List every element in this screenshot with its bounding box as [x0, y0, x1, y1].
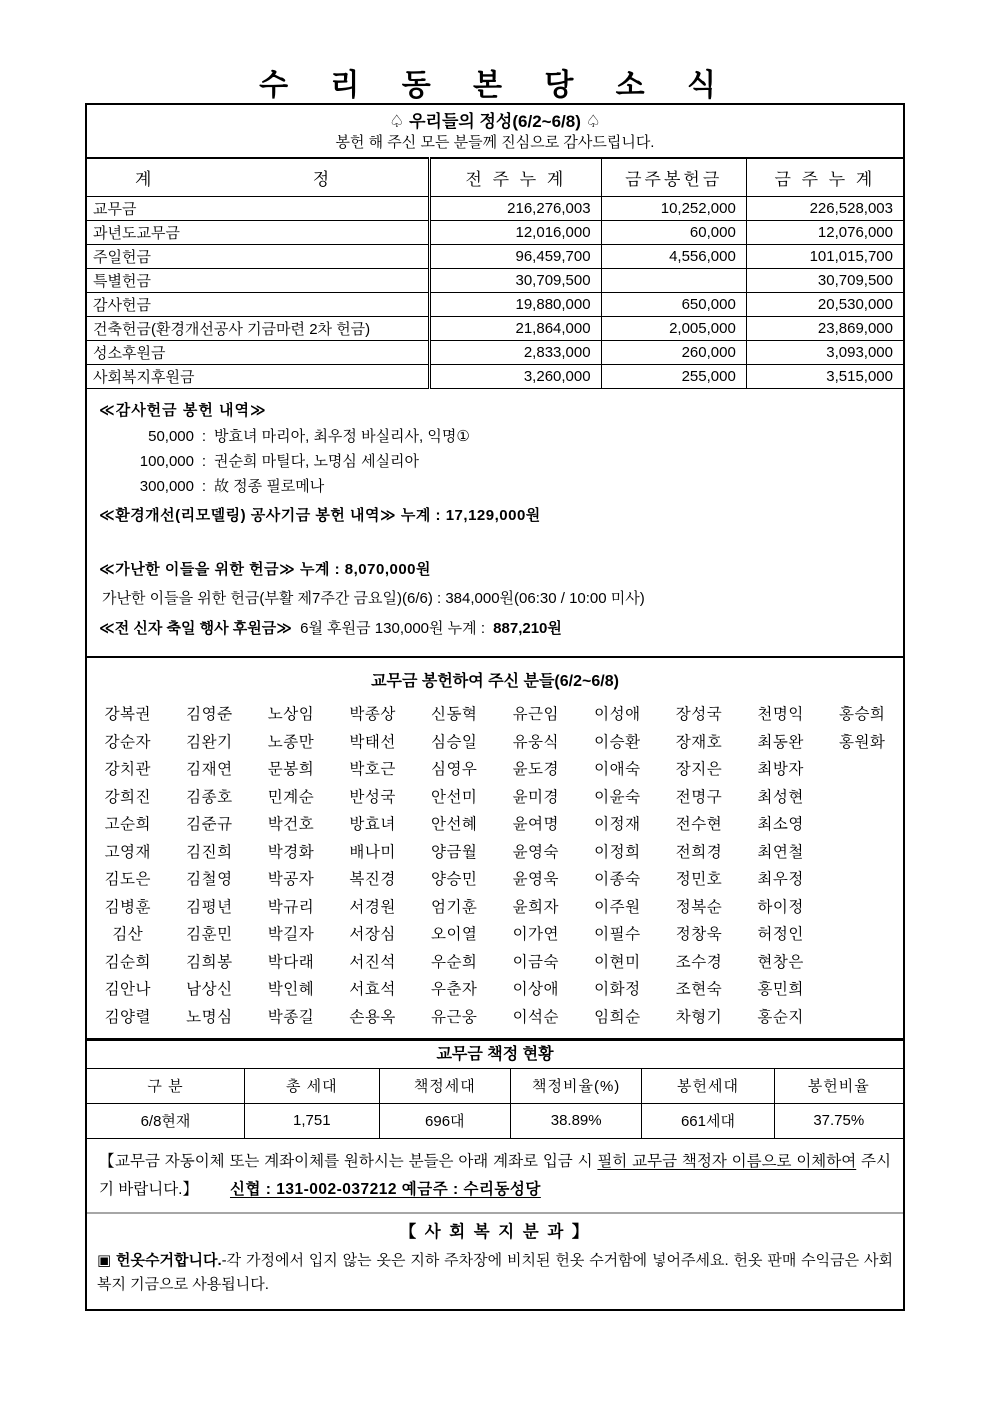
donor-section: [87, 656, 903, 1038]
notice-underlined-text: 필히 교무금 책정자 이름으로 이체하여: [597, 1152, 857, 1170]
offering-category: 사회복지후원금: [87, 364, 430, 388]
donor-name: 장성국: [675, 706, 723, 724]
donor-name: 김영준: [186, 706, 233, 724]
assessment-value: 1,751: [244, 1103, 379, 1138]
donor-name: 이석순: [512, 1008, 559, 1026]
offering-row: [87, 292, 903, 316]
donor-name: 정창욱: [675, 926, 723, 944]
donor-name: 박종상: [349, 706, 396, 724]
donor-name: 민계순: [267, 788, 315, 806]
donor-name: 최소영: [757, 816, 804, 834]
donor-name: 이상애: [512, 981, 559, 999]
this-week-total-value: 23,869,000: [746, 316, 903, 340]
donor-name: 김안나: [104, 981, 151, 999]
donor-name: 박인혜: [267, 981, 315, 999]
donor-name: 이종숙: [594, 871, 641, 889]
thanks-names: 권순희 마틸다, 노명심 세실리아: [214, 452, 420, 470]
donor-name: 윤영욱: [512, 871, 559, 889]
donor-name: 유근웅: [430, 1008, 478, 1026]
donor-name: 유웅식: [512, 733, 559, 751]
this-week-total-value: 12,076,000: [746, 220, 903, 244]
donor-name: 조수경: [675, 953, 723, 971]
donor-name: 이애숙: [594, 761, 641, 779]
donor-name: 윤희자: [512, 898, 559, 916]
donor-name: 손용옥: [349, 1008, 396, 1026]
donor-row: [87, 700, 903, 728]
offering-row: [87, 364, 903, 388]
donor-name: 조현숙: [675, 981, 723, 999]
donor-name: 이성애: [594, 706, 641, 724]
welfare-text: [87, 1248, 903, 1309]
donor-name: 김희봉: [186, 953, 233, 971]
this-week-total-header: 금 주 누 계: [746, 158, 903, 196]
this-week-offering-value: [601, 268, 746, 292]
this-week-offering-value: 4,556,000: [601, 244, 746, 268]
offering-row: [87, 340, 903, 364]
this-week-total-value: 3,093,000: [746, 340, 903, 364]
offering-category: 성소후원금: [87, 340, 430, 364]
offering-row: [87, 196, 903, 220]
donor-name: 서경원: [349, 898, 396, 916]
donor-row: [87, 920, 903, 948]
this-week-offering-header: 금주봉헌금: [601, 158, 746, 196]
donor-name: 이주원: [594, 898, 641, 916]
thanks-item: [99, 424, 891, 449]
donor-name: 강치관: [104, 761, 151, 779]
donor-row: [87, 782, 903, 810]
assessment-value: 696대: [379, 1103, 510, 1138]
donor-row: [87, 865, 903, 893]
donor-name: 서진석: [349, 953, 396, 971]
donor-name: 김완기: [186, 733, 233, 751]
donor-name: 신동혁: [430, 706, 478, 724]
feast-fund-middle: 6월 후원금 130,000원 누계 :: [300, 619, 485, 637]
donor-name: 서장심: [349, 926, 396, 944]
assessment-column-header: 봉헌세대: [642, 1068, 774, 1103]
thanks-items: [99, 424, 891, 499]
offering-category: 교무금: [87, 196, 430, 220]
offering-category: 특별헌금: [87, 268, 430, 292]
donor-name: 박호근: [349, 761, 396, 779]
donor-name: 임희순: [594, 1008, 641, 1026]
donor-name: 엄기훈: [430, 898, 478, 916]
donor-name: 노상임: [267, 706, 315, 724]
donor-name: 복진경: [349, 871, 396, 889]
donor-name: 우춘자: [430, 981, 478, 999]
donor-name: 김철영: [186, 871, 233, 889]
donor-name: 전희경: [675, 843, 723, 861]
donor-name: 반성국: [349, 788, 396, 806]
donor-name: 박건호: [267, 816, 315, 834]
donor-row: [87, 975, 903, 1003]
thanks-amount: 100,000: [139, 452, 194, 470]
donor-name: 강희진: [104, 788, 151, 806]
donor-name: 이필수: [594, 926, 641, 944]
donor-name: 문봉희: [267, 761, 315, 779]
thanks-names: 故 정종 필로메나: [214, 477, 325, 495]
donor-name: 이현미: [594, 953, 641, 971]
donor-name: 김종호: [186, 788, 233, 806]
this-week-offering-value: 2,005,000: [601, 316, 746, 340]
donor-name: 장지은: [675, 761, 723, 779]
donor-name: 박다래: [267, 953, 315, 971]
thanks-colon: :: [201, 452, 207, 470]
offering-row: [87, 268, 903, 292]
donor-name: 노종만: [267, 733, 315, 751]
donor-name: 홍원화: [838, 733, 886, 751]
donor-name: 안선혜: [430, 816, 478, 834]
donor-name: 고순희: [104, 816, 151, 834]
thanks-colon: :: [201, 477, 207, 495]
thanks-amount: 300,000: [139, 477, 194, 495]
assessment-value: 38.89%: [510, 1103, 641, 1138]
account-label-right: 정: [312, 169, 333, 189]
donor-name: 정민호: [675, 871, 723, 889]
donor-name: 김준규: [186, 816, 233, 834]
donor-row: [87, 727, 903, 755]
thanks-amount: 50,000: [148, 427, 194, 445]
assessment-column-header: 총 세대: [244, 1068, 379, 1103]
assessment-heading: 교무금 책정 현황: [436, 1045, 554, 1063]
this-week-total-value: 20,530,000: [746, 292, 903, 316]
thanks-names: 방효녀 마리아, 최우정 바실리사, 익명①: [214, 427, 470, 445]
prev-week-total-value: 19,880,000: [430, 292, 601, 316]
donor-name: 홍승희: [838, 706, 886, 724]
donor-grid: [87, 698, 903, 1038]
this-week-offering-value: 260,000: [601, 340, 746, 364]
assessment-table: [87, 1068, 903, 1139]
donor-name: 하이정: [757, 898, 804, 916]
donor-name: 이승환: [594, 733, 641, 751]
donor-name: 최연철: [757, 843, 804, 861]
donor-name: 우순희: [430, 953, 478, 971]
donor-name: 김진희: [186, 843, 233, 861]
donor-name: 김산: [112, 926, 144, 944]
assessment-column-header: 책정세대: [379, 1068, 510, 1103]
assessment-column-header: 구 분: [87, 1068, 244, 1103]
donor-name: 방효녀: [349, 816, 396, 834]
assessment-value: 6/8현재: [87, 1103, 244, 1138]
donor-name: 윤미경: [512, 788, 559, 806]
thanks-section: [87, 389, 903, 656]
donor-row: [87, 837, 903, 865]
assessment-column-header: 봉헌비율: [774, 1068, 903, 1103]
donor-name: 천명익: [757, 706, 804, 724]
donor-name: 김순희: [104, 953, 151, 971]
account-label-left: 계: [135, 169, 155, 189]
prev-week-total-value: 2,833,000: [430, 340, 601, 364]
prev-week-total-header: 전 주 누 계: [430, 158, 601, 196]
donor-name: 이정재: [594, 816, 641, 834]
donor-name: 윤여명: [512, 816, 559, 834]
donor-name: 박규리: [267, 898, 315, 916]
notice-post-text: 주시기 바랍니다.】: [99, 1152, 891, 1198]
donor-name: 차형기: [675, 1008, 723, 1026]
donor-heading: 교무금 봉헌하여 주신 분들(6/2~6/8): [371, 672, 619, 690]
donor-name: 박길자: [267, 926, 315, 944]
donor-name: 최방자: [757, 761, 804, 779]
donor-name: 박공자: [267, 871, 315, 889]
offering-row: [87, 220, 903, 244]
donor-name: 홍민희: [757, 981, 804, 999]
donor-name: 심영우: [430, 761, 478, 779]
donor-name: 강순자: [104, 733, 151, 751]
welfare-body-text: -각 가정에서 입지 않는 옷은 지하 주차장에 비치된 헌옷 수거함에 넣어주세요. 헌옷 판매 수익금은 사회복지 기금으로 사용됩니다.: [97, 1251, 893, 1293]
feast-fund-title: ≪전 신자 축일 행사 후원금≫: [99, 619, 292, 637]
donor-name: 오이열: [430, 926, 478, 944]
offering-category: 건축헌금(환경개선공사 기금마련 2차 헌금): [87, 316, 430, 340]
donor-name: 현창은: [757, 953, 804, 971]
prev-week-total-value: 3,260,000: [430, 364, 601, 388]
welfare-section: [87, 1212, 903, 1309]
prev-week-total-value: 96,459,700: [430, 244, 601, 268]
donor-name: 김도은: [104, 871, 151, 889]
donor-name: 양금월: [430, 843, 478, 861]
devotion-table-body: [87, 196, 903, 388]
welfare-heading: 【 사 회 복 지 분 과 】: [399, 1222, 591, 1241]
donor-name: 강복권: [104, 706, 151, 724]
donor-row: [87, 755, 903, 783]
page-title: 수 리 동 본 당 소 식: [259, 69, 733, 102]
donor-name: 장재호: [675, 733, 723, 751]
donor-name: 양승민: [430, 871, 478, 889]
bulletin-box: [85, 103, 905, 1311]
assessment-section: [87, 1038, 903, 1139]
this-week-offering-value: 650,000: [601, 292, 746, 316]
offering-category: 과년도교무금: [87, 220, 430, 244]
offering-category: 주일헌금: [87, 244, 430, 268]
thanks-colon: :: [201, 427, 207, 445]
offering-row: [87, 316, 903, 340]
prev-week-total-value: 12,016,000: [430, 220, 601, 244]
donor-name: 이금숙: [512, 953, 559, 971]
donor-name: 윤도경: [512, 761, 559, 779]
this-week-offering-value: 10,252,000: [601, 196, 746, 220]
account-column-header: [87, 158, 430, 196]
donor-name: 박태선: [349, 733, 396, 751]
donor-name: 최성현: [757, 788, 804, 806]
prev-week-total-value: 216,276,003: [430, 196, 601, 220]
prev-week-total-value: 30,709,500: [430, 268, 601, 292]
devotion-header-row: [87, 158, 903, 196]
remodel-total-line: ≪환경개선(리모델링) 공사기금 봉헌 내역≫ 누계 : 17,129,000원: [99, 506, 541, 524]
donor-name: 이윤숙: [594, 788, 641, 806]
donor-row: [87, 947, 903, 975]
donor-name: 최동완: [757, 733, 804, 751]
this-week-total-value: 226,528,003: [746, 196, 903, 220]
donor-name: 정복순: [675, 898, 723, 916]
donor-name: 전명구: [675, 788, 723, 806]
donor-name: 서효석: [349, 981, 396, 999]
donor-name: 김양렬: [104, 1008, 151, 1026]
donor-name: 김재연: [186, 761, 233, 779]
devotion-subheading: 봉헌 해 주신 모든 분들께 진심으로 감사드립니다.: [335, 134, 655, 151]
donor-name: 허정인: [757, 926, 804, 944]
assessment-column-header: 책정비율(%): [510, 1068, 641, 1103]
prev-week-total-value: 21,864,000: [430, 316, 601, 340]
donor-name: 김훈민: [186, 926, 233, 944]
this-week-total-value: 101,015,700: [746, 244, 903, 268]
devotion-section-header: [87, 105, 903, 157]
assessment-value: 661세대: [642, 1103, 774, 1138]
this-week-offering-value: 255,000: [601, 364, 746, 388]
thanks-item: [99, 449, 891, 474]
donor-name: 배나미: [349, 843, 396, 861]
assessment-header-row: [87, 1068, 903, 1103]
offering-row: [87, 244, 903, 268]
notice-pre-text: 【교무금 자동이체 또는 계좌이체를 원하시는 분들은 아래 계좌로 입금 시: [99, 1152, 598, 1170]
donor-name: 전수현: [675, 816, 723, 834]
donor-name: 고영재: [104, 843, 151, 861]
devotion-heading: ♤ 우리들의 정성(6/2~6/8) ♤: [389, 112, 601, 131]
poor-fund-detail: 가난한 이들을 위한 헌금(부활 제7주간 금요일)(6/6) : 384,000원(06:30 / 10:00 미사): [102, 589, 645, 607]
donor-row: [87, 892, 903, 920]
welfare-lead-text: ▣ 헌옷수거합니다.: [97, 1251, 222, 1269]
donor-name: 김평년: [186, 898, 233, 916]
donor-row: [87, 1002, 903, 1030]
donor-name: 홍순지: [757, 1008, 804, 1026]
assessment-data-row: [87, 1103, 903, 1138]
thanks-heading: ≪감사헌금 봉헌 내역≫: [99, 401, 267, 419]
donor-name: 유근임: [512, 706, 559, 724]
account-number: 신협 : 131-002-037212 예금주 : 수리동성당: [229, 1180, 541, 1198]
donor-name: 최우정: [757, 871, 804, 889]
assessment-value: 37.75%: [774, 1103, 903, 1138]
feast-fund-line: [99, 614, 891, 643]
notice-section: [87, 1139, 903, 1212]
donor-name: 박경화: [267, 843, 315, 861]
thanks-item: [99, 474, 891, 499]
donor-name: 이가연: [512, 926, 559, 944]
donor-name: 김병훈: [104, 898, 151, 916]
poor-fund-heading: ≪가난한 이들을 위한 헌금≫ 누계 : 8,070,000원: [99, 560, 432, 578]
this-week-total-value: 30,709,500: [746, 268, 903, 292]
donor-name: 남상신: [186, 981, 233, 999]
donor-name: 이정희: [594, 843, 641, 861]
this-week-offering-value: 60,000: [601, 220, 746, 244]
offering-category: 감사헌금: [87, 292, 430, 316]
this-week-total-value: 3,515,000: [746, 364, 903, 388]
devotion-table: [87, 157, 903, 389]
donor-name: 박종길: [267, 1008, 315, 1026]
donor-name: 안선미: [430, 788, 478, 806]
donor-row: [87, 810, 903, 838]
donor-name: 심승일: [430, 733, 478, 751]
feast-fund-total: 887,210원: [493, 619, 562, 637]
donor-name: 윤영숙: [512, 843, 559, 861]
donor-name: 노명심: [186, 1008, 233, 1026]
donor-name: 이화정: [594, 981, 641, 999]
